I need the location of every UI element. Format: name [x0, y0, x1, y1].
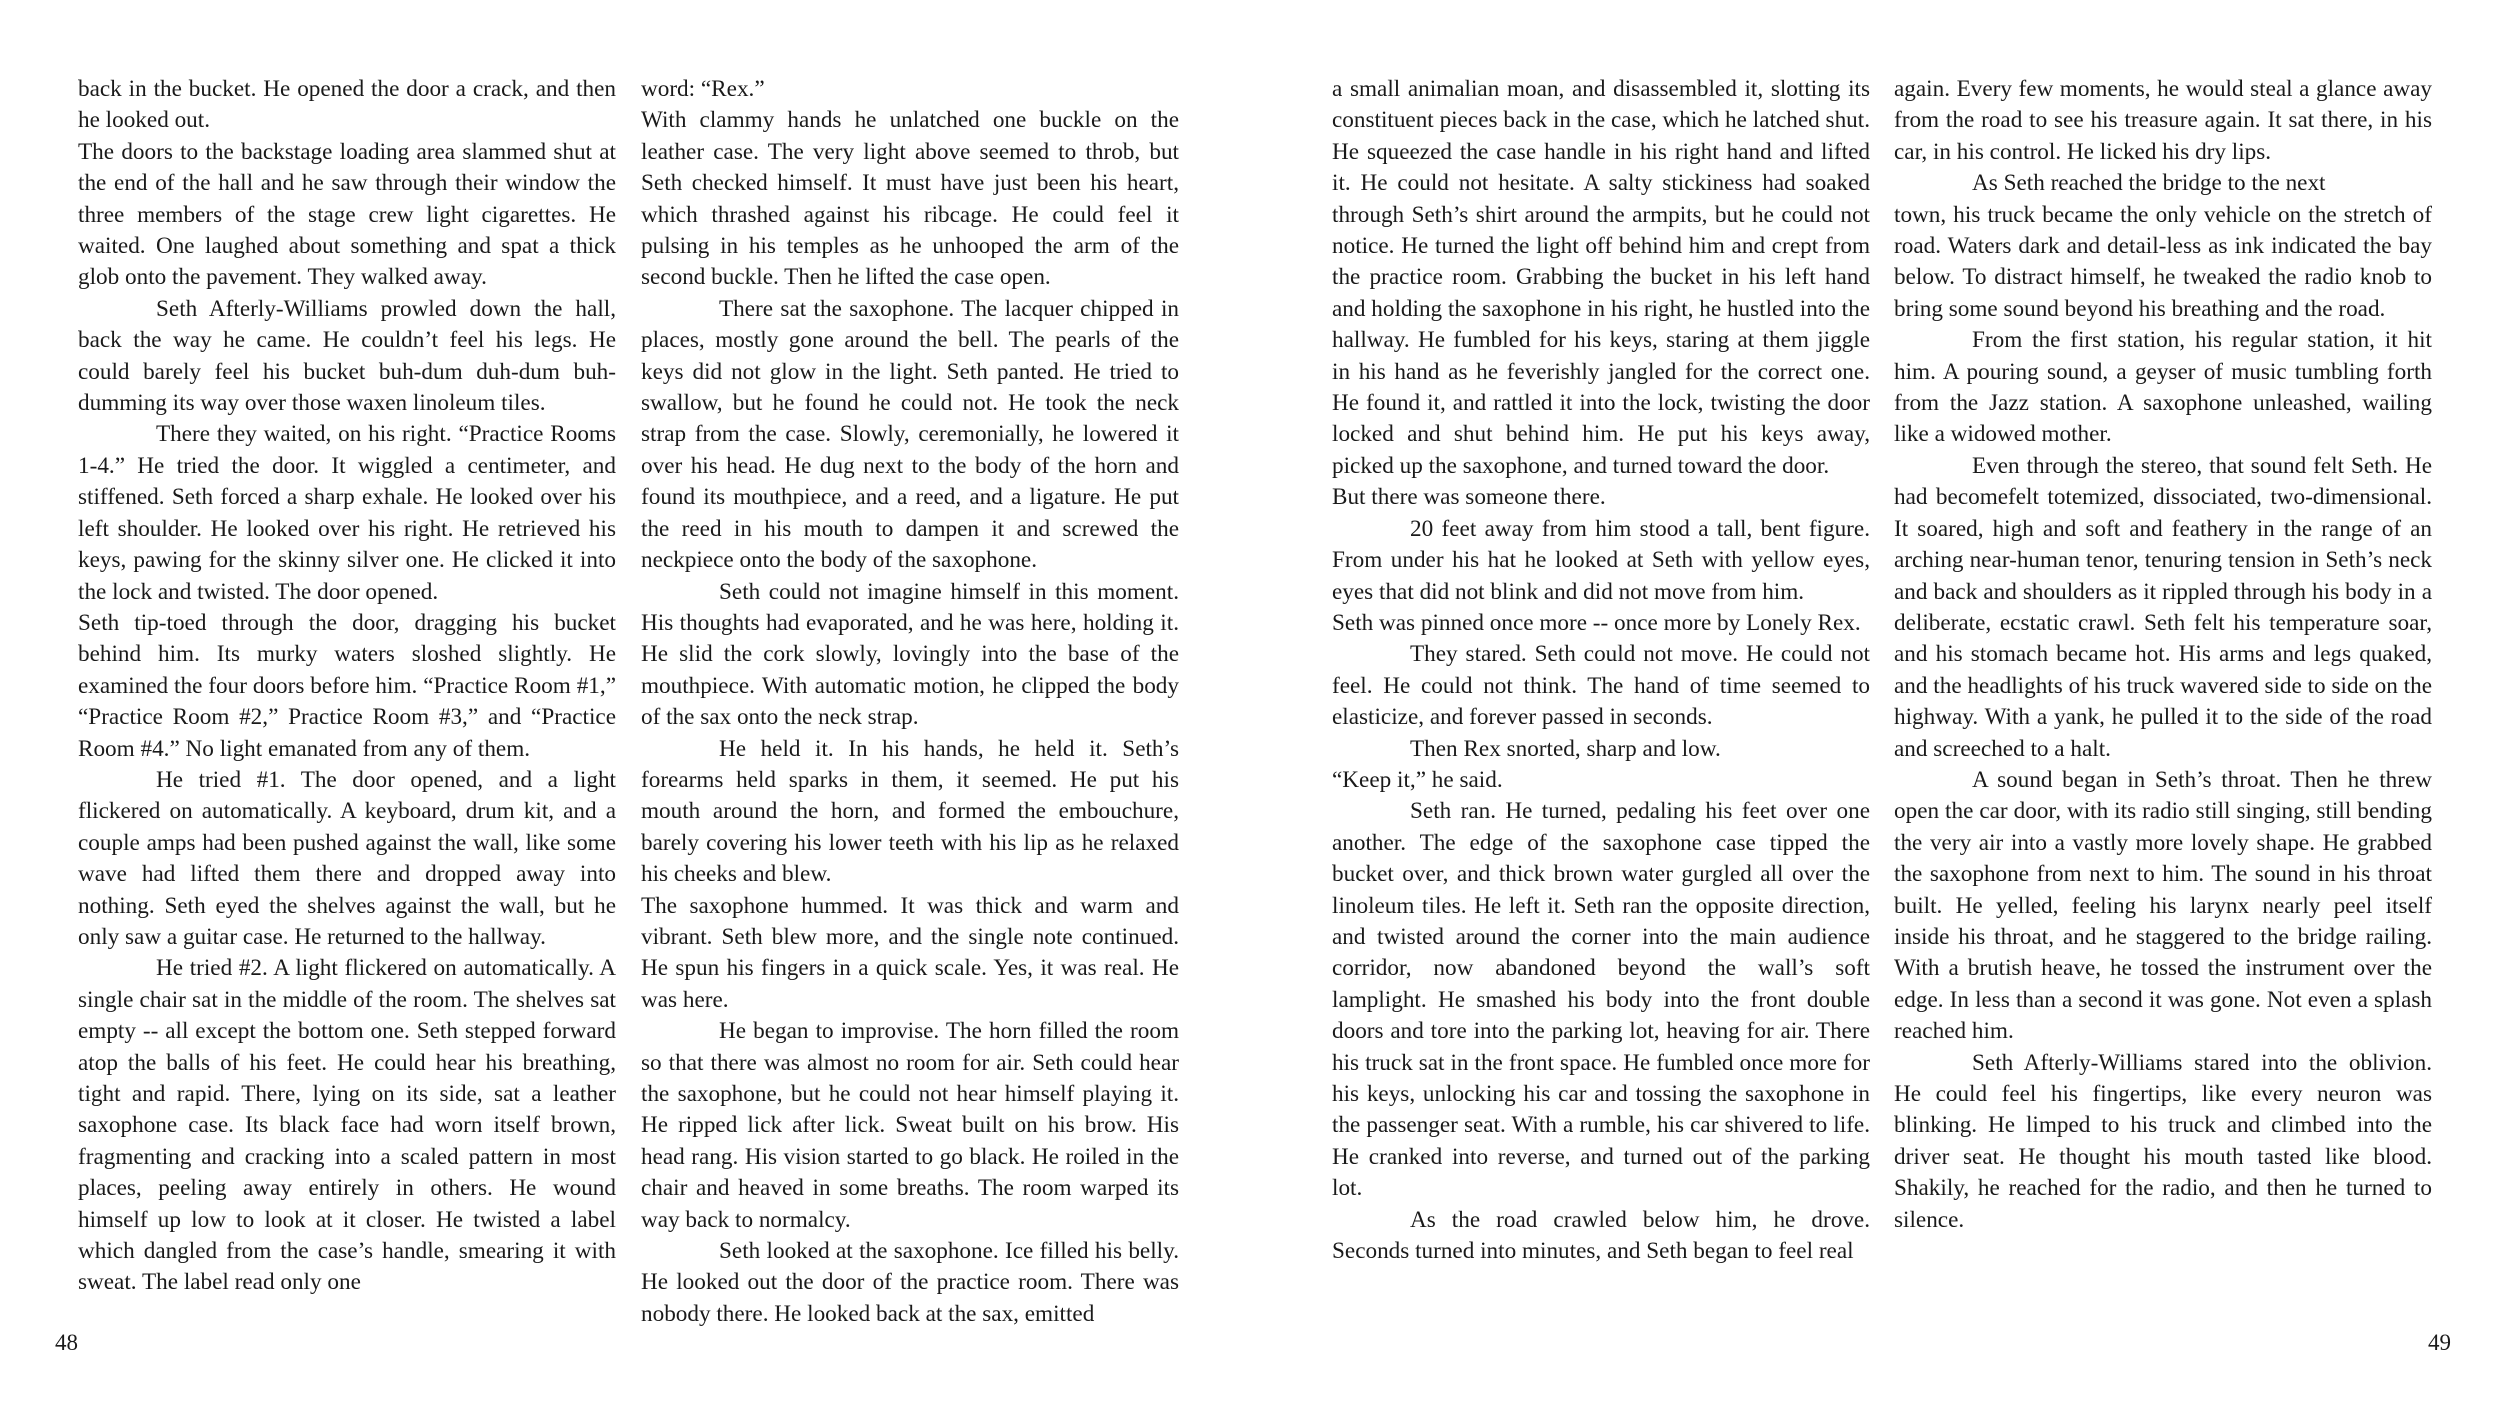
- paragraph: Seth was pinned once more -- once more by Lonely Rex.: [1332, 609, 1861, 636]
- paragraph: There they waited, on his right. “Practice Rooms 1-4.” He tried the door. It wiggled a centimeter, and stiffened. Seth forced a sharp exhale. He looked over his left shoulder. He looked over his right. He retrieved his keys, pawing for the skinny silver one. He clicked it into the lock and twisted. The door opened.: [78, 421, 616, 605]
- paragraph: He began to improvise. The horn filled the room so that there was almost no room for air. Seth could hear the saxophone, but he could not hear himself playing it. He ripped lick after lick. Sweat built on his brow. His head rang. His vision started to go black. He roiled in the chair and heaved in some breaths. The room warped its way back to normalcy.: [641, 1018, 1179, 1233]
- paragraph: The doors to the backstage loading area slammed shut at the end of the hall and he saw through their window the three members of the stage crew light cigarettes. He waited. One laughed about something and spat a thick glob onto the pavement. They walked away.: [78, 138, 616, 291]
- paragraph: Seth tip-toed through the door, dragging his bucket behind him. Its murky waters sloshed slightly. He examined the four doors before him. “Practice Room #1,” “Practice Room #2,” Practice Room #3,” and “Practice Room #4.” No light emanated from any of them.: [78, 609, 616, 762]
- paragraph: Seth ran. He turned, pedaling his feet over one another. The edge of the saxophone case tipped the bucket over, and thick brown water gurgled all over the linoleum tiles. He left it. Seth ran the opposite direction, and twisted around the corner into the main audience corridor, now abandoned beyond the wall’s soft lamplight. He smashed his body into the front double doors and tore into the parking lot, heaving for air. There his truck sat in the front space. He fumbled once more for his keys, unlocking his car and tossing the saxophone in the passenger seat. With a rumble, his car shivered to life. He cranked into reverse, and turned out of the parking lot.: [1332, 798, 1870, 1202]
- paragraph: Even through the stereo, that sound felt Seth. He had becomefelt totemized, dissociated, two-dimensional. It soared, high and soft and feathery in the range of an arching near-human tenor, tenuring tension in Seth’s neck and back and shoulders as it rippled through his body in a deliberate, ecstatic crawl. Seth felt his temperature soar, and his stomach became hot. His arms and legs quaked, and the headlights of his truck wavered side to side on the highway. With a yank, he pulled it to the side of the road and screeched to a halt.: [1894, 452, 2432, 762]
- paragraph: But there was someone there.: [1332, 484, 1606, 511]
- left-page-column-2: [641, 74, 1179, 1330]
- right-page-column-2: [1894, 74, 2432, 1236]
- paragraph: back in the bucket. He opened the door a crack, and then he looked out.: [78, 76, 616, 134]
- paragraph: Then Rex snorted, sharp and low.: [1410, 735, 1721, 762]
- paragraph: Seth Afterly-Williams stared into the oblivion. He could feel his fingertips, like every neuron was blinking. He limped to his truck and climbed into the driver seat. He thought his mouth tasted like blood. Shakily, he reached for the radio, and then he turned to silence.: [1894, 1049, 2432, 1233]
- paragraph: He tried #1. The door opened, and a light flickered on automatically. A keyboard, drum kit, and a couple amps had been pushed against the wall, like some wave had lifted them there and dropped away into nothing. Seth eyed the shelves against the wall, but he only saw a guitar case. He returned to the hallway.: [78, 766, 616, 950]
- paragraph: There sat the saxophone. The lacquer chipped in places, mostly gone around the bell. The pearls of the keys did not glow in the light. Seth panted. He tried to swallow, but he found he could not. He took the neck strap from the case. Slowly, ceremonially, he lowered it over his head. He dug next to the body of the horn and found its mouthpiece, and a reed, and a ligature. He put the reed in his mouth to dampen it and screwed the neckpiece onto the body of the saxophone.: [641, 295, 1179, 574]
- paragraph: again. Every few moments, he would steal a glance away from the road to see his treasure again. It sat there, in his car, in his control. He licked his dry lips.: [1894, 76, 2432, 165]
- paragraph: As the road crawled below him, he drove. Seconds turned into minutes, and Seth began to feel real: [1332, 1206, 1870, 1265]
- paragraph: From the first station, his regular station, it hit him. A pouring sound, a geyser of music tumbling forth from the Jazz station. A saxophone unleashed, wailing like a widowed mother.: [1894, 327, 2432, 448]
- paragraph: He tried #2. A light flickered on automatically. A single chair sat in the middle of the room. The shelves sat empty -- all except the bottom one. Seth stepped forward atop the balls of his feet. He could hear his breathing, tight and rapid. There, lying on its side, sat a leather saxophone case. Its black face had worn itself brown, fragmenting and cracking into a scaled pattern in most places, peeling away entirely in others. He wound himself up low to look at it closer. He twisted a label which dangled from the case’s handle, smearing it with sweat. The label read only one: [78, 955, 616, 1296]
- paragraph: He held it. In his hands, he held it. Seth’s forearms held sparks in them, it seemed. He put his mouth around the horn, and formed the embouchure, barely covering his lower teeth with his lip as he relaxed his cheeks and blew.: [641, 735, 1179, 888]
- page-number-right: 49: [2428, 1330, 2451, 1355]
- paragraph: The saxophone hummed. It was thick and warm and vibrant. Seth blew more, and the single note continued. He spun his fingers in a quick scale. Yes, it was real. He was here.: [641, 892, 1179, 1013]
- paragraph: As Seth reached the bridge to the next: [1972, 170, 2326, 197]
- paragraph: town, his truck became the only vehicle on the stretch of road. Waters dark and detail-less as ink indicated the bay below. To distract himself, he tweaked the radio knob to bring some sound beyond his breathing and the road.: [1894, 201, 2432, 322]
- paragraph: “Keep it,” he said.: [1332, 766, 1503, 793]
- paragraph: With clammy hands he unlatched one buckle on the leather case. The very light above seemed to throb, but Seth checked himself. It must have just been his heart, which thrashed against his ribcage. He could feel it pulsing in his temples as he unhooped the arm of the second buckle. Then he lifted the case open.: [641, 107, 1179, 291]
- right-page-column-1: [1332, 74, 1870, 1267]
- paragraph: A sound began in Seth’s throat. Then he threw open the car door, with its radio still singing, still bending the very air into a vastly more lovely shape. He grabbed the saxophone from next to him. The sound in his throat built. He yelled, feeling his larynx nearly peel itself inside his throat, and he staggered to the bridge railing. With a brutish heave, he tossed the instrument over the edge. In less than a second it was gone. Not even a splash reached him.: [1894, 766, 2432, 1045]
- paragraph: They stared. Seth could not move. He could not feel. He could not think. The hand of time seemed to elasticize, and forever passed in seconds.: [1332, 641, 1870, 731]
- page-number-left: 48: [55, 1330, 78, 1355]
- left-page-column-1: [78, 74, 616, 1299]
- paragraph: Seth could not imagine himself in this moment. His thoughts had evaporated, and he was here, holding it. He slid the cork slowly, lovingly into the base of the mouthpiece. With automatic motion, he clipped the body of the sax onto the neck strap.: [641, 578, 1179, 731]
- paragraph: Seth Afterly-Williams prowled down the hall, back the way he came. He couldn’t feel his legs. He could barely feel his bucket buh-dum duh-dum buh-dumming its way over those waxen linoleum tiles.: [78, 295, 616, 417]
- paragraph: Seth looked at the saxophone. Ice filled his belly. He looked out the door of the practice room. There was nobody there. He looked back at the sax, emitted: [641, 1238, 1179, 1327]
- paragraph: a small animalian moan, and disassembled it, slotting its constituent pieces back in the case, which he latched shut. He squeezed the case handle in his right hand and lifted it. He could not hesitate. A salty stickiness had soaked through Seth’s shirt around the armpits, but he could not notice. He turned the light off behind him and crept from the practice room. Grabbing the bucket in his left hand and holding the saxophone in his right, he hustled into the hallway. He fumbled for his keys, staring at them jiggle in his hand as he feverishly jangled for the correct one. He found it, and rattled it into the lock, twisting the door locked and shut behind him. He put his keys away, picked up the saxophone, and turned toward the door.: [1332, 76, 1870, 479]
- paragraph: 20 feet away from him stood a tall, bent figure. From under his hat he looked at Seth with yellow eyes, eyes that did not blink and did not move from him.: [1332, 515, 1870, 605]
- paragraph: word: “Rex.”: [641, 76, 765, 102]
